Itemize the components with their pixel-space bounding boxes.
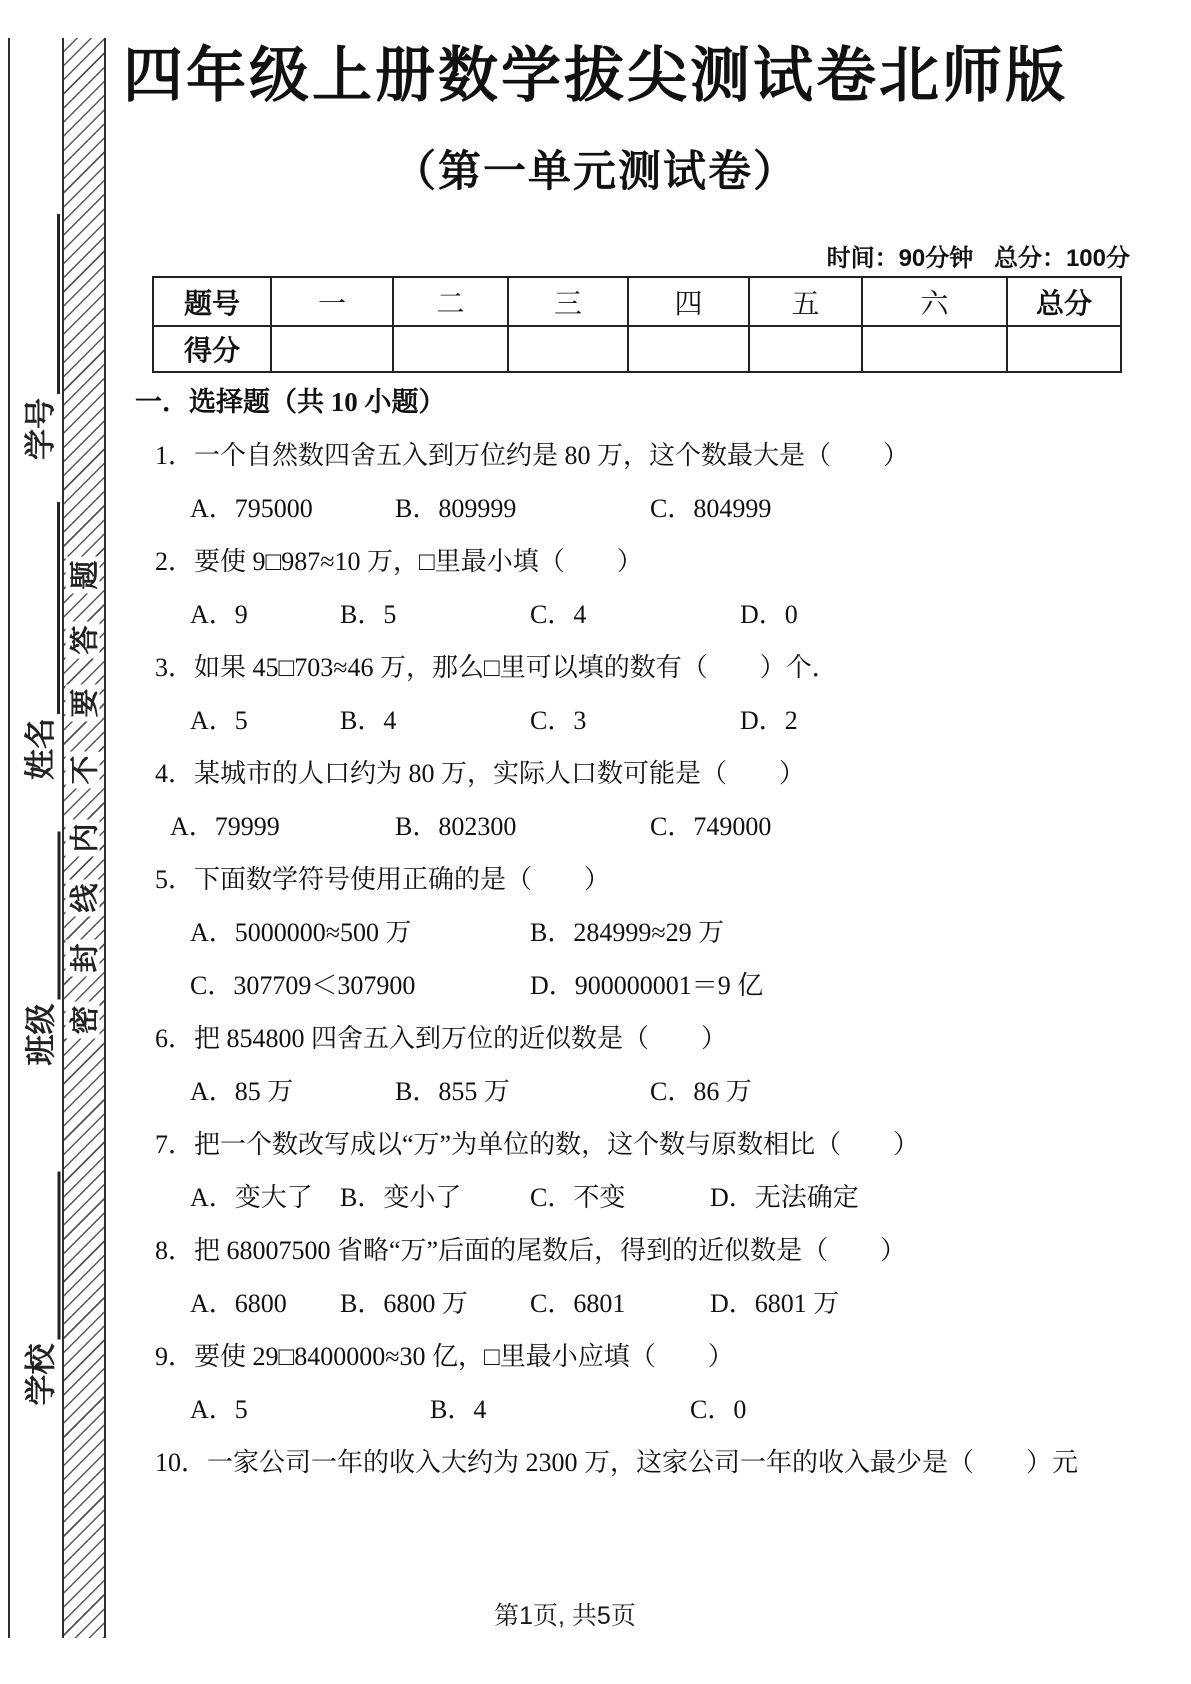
option: D．900000001＝9 亿 [530, 971, 764, 1000]
seal-char: 答 [66, 622, 100, 659]
seal-char: 不 [66, 752, 100, 789]
option: B．6800 万 [340, 1289, 468, 1318]
exam-subtitle: （第一单元测试卷） [393, 148, 798, 196]
seal-char: 题 [66, 557, 100, 594]
score-table-score-row [153, 326, 1121, 372]
field-label: 学号 [23, 398, 58, 460]
question-number: 7． [155, 1130, 195, 1159]
page-footer: 第1页, 共5页 [494, 1602, 636, 1630]
name-field [16, 500, 60, 780]
field-label: 学校 [23, 1343, 59, 1406]
option-line [105, 1277, 1165, 1330]
question-text: 把一个数改写成以“万”为单位的数，这个数与原数相比（ ） [194, 1130, 920, 1159]
section-title: 一．选择题（共 10 小题） [135, 387, 446, 417]
field-blank-line [19, 502, 60, 714]
option: C．3 [530, 706, 587, 735]
question-line [105, 1118, 1165, 1171]
score-cell [271, 326, 393, 372]
question-number: 1． [155, 441, 195, 470]
option-line [105, 800, 1165, 853]
score-table [152, 276, 1122, 373]
score-table-header-cell: 一 [271, 277, 393, 326]
option-line [105, 959, 1165, 1012]
field-blank-line [20, 1172, 61, 1340]
field-label: 班级 [23, 1003, 59, 1066]
question-text: 某城市的人口约为 80 万，实际人口数可能是（ ） [194, 759, 806, 788]
question-text: 把 68007500 省略“万”后面的尾数后，得到的近似数是（ ） [194, 1236, 907, 1265]
score-row-label: 得分 [153, 326, 271, 372]
option: A．变大了 [190, 1183, 313, 1212]
option-line [105, 482, 1165, 535]
field-blank-line [20, 832, 61, 1000]
question-number: 8． [155, 1236, 195, 1265]
question-number: 5． [155, 865, 195, 894]
question-line [105, 1330, 1165, 1383]
score-table-header-cell: 总分 [1007, 277, 1121, 326]
score-cell [1007, 326, 1121, 372]
option: A．85 万 [190, 1077, 294, 1106]
score-table-header-cell: 二 [393, 277, 508, 326]
option: D．无法确定 [710, 1183, 859, 1212]
option-line [105, 694, 1165, 747]
score-table-header-cell: 六 [862, 277, 1007, 326]
option: B．802300 [395, 812, 517, 841]
field-blank-line [19, 214, 60, 394]
option: A．795000 [190, 494, 313, 523]
question-text: 要使 9□987≈10 万，□里最小填（ ） [194, 547, 643, 576]
option: C．86 万 [650, 1077, 752, 1106]
option: B．变小了 [340, 1183, 462, 1212]
option: D．6801 万 [710, 1289, 840, 1318]
option-line [105, 906, 1165, 959]
score-table-header-cell: 三 [508, 277, 628, 326]
option: D．0 [740, 600, 798, 629]
option: D．2 [740, 706, 798, 735]
option: B．284999≈29 万 [530, 918, 725, 947]
option-line [105, 1383, 1165, 1436]
option: B．5 [340, 600, 397, 629]
option-line [105, 1171, 1165, 1224]
questions-area [105, 376, 1165, 1489]
option-line [105, 588, 1165, 641]
score-table-header-cell: 四 [628, 277, 749, 326]
question-text: 下面数学符号使用正确的是（ ） [194, 865, 611, 894]
question-text: 一家公司一年的收入大约为 2300 万，这家公司一年的收入最少是（ ）元 [207, 1448, 1079, 1477]
score-cell [508, 326, 628, 372]
option: B．855 万 [395, 1077, 510, 1106]
option: A．9 [190, 600, 248, 629]
seal-char: 线 [66, 880, 100, 917]
school-field [17, 1171, 61, 1406]
option: A．5 [190, 706, 248, 735]
question-number: 4． [155, 759, 195, 788]
option: C．307709＜307900 [190, 971, 416, 1000]
option: A．6800 [190, 1289, 287, 1318]
score-table-label-cell: 题号 [153, 277, 271, 326]
seal-char: 要 [66, 685, 100, 722]
option: B．4 [430, 1395, 487, 1424]
question-line [105, 1224, 1165, 1277]
option: B．4 [340, 706, 397, 735]
option: C．804999 [650, 494, 772, 523]
question-line [105, 1436, 1165, 1489]
question-number: 9． [155, 1342, 195, 1371]
question-text: 把 854800 四舍五入到万位的近似数是（ ） [194, 1024, 728, 1053]
option: A．5000000≈500 万 [190, 918, 412, 947]
question-text: 要使 29□8400000≈30 亿，□里最小应填（ ） [194, 1342, 734, 1371]
option: B．809999 [395, 494, 517, 523]
question-number: 2． [155, 547, 195, 576]
question-line [105, 535, 1165, 588]
seal-char: 密 [66, 1002, 100, 1039]
question-line [105, 853, 1165, 906]
question-number: 3． [155, 653, 195, 682]
student-id-field [16, 210, 60, 460]
option: C．0 [690, 1395, 747, 1424]
question-text: 一个自然数四舍五入到万位约是 80 万，这个数最大是（ ） [194, 441, 910, 470]
seal-char: 内 [66, 820, 100, 857]
seal-char: 封 [66, 940, 100, 977]
option: C．749000 [650, 812, 772, 841]
option: C．不变 [530, 1183, 626, 1212]
question-number: 6． [155, 1024, 195, 1053]
score-cell [393, 326, 508, 372]
total-score: 总分：100分 [993, 245, 1130, 272]
score-table-header-row [153, 277, 1121, 326]
class-field [17, 831, 61, 1066]
exam-title: 四年级上册数学拔尖测试卷北师版 [123, 42, 1068, 109]
time-score-row [105, 238, 1130, 273]
time-limit: 时间：90分钟 [826, 245, 974, 272]
question-line [105, 1012, 1165, 1065]
score-cell [749, 326, 862, 372]
page-edge-line [8, 38, 10, 1638]
score-cell [628, 326, 749, 372]
field-label: 姓名 [23, 718, 58, 780]
question-number: 10． [155, 1448, 208, 1477]
option: C．6801 [530, 1289, 626, 1318]
option-line [105, 1065, 1165, 1118]
score-cell [862, 326, 1007, 372]
option: C．4 [530, 600, 587, 629]
question-line [105, 641, 1165, 694]
question-line [105, 747, 1165, 800]
question-line [105, 429, 1165, 482]
option: A．79999 [170, 812, 280, 841]
question-text: 如果 45□703≈46 万，那么□里可以填的数有（ ）个． [194, 653, 838, 682]
option: A．5 [190, 1395, 248, 1424]
score-table-header-cell: 五 [749, 277, 862, 326]
